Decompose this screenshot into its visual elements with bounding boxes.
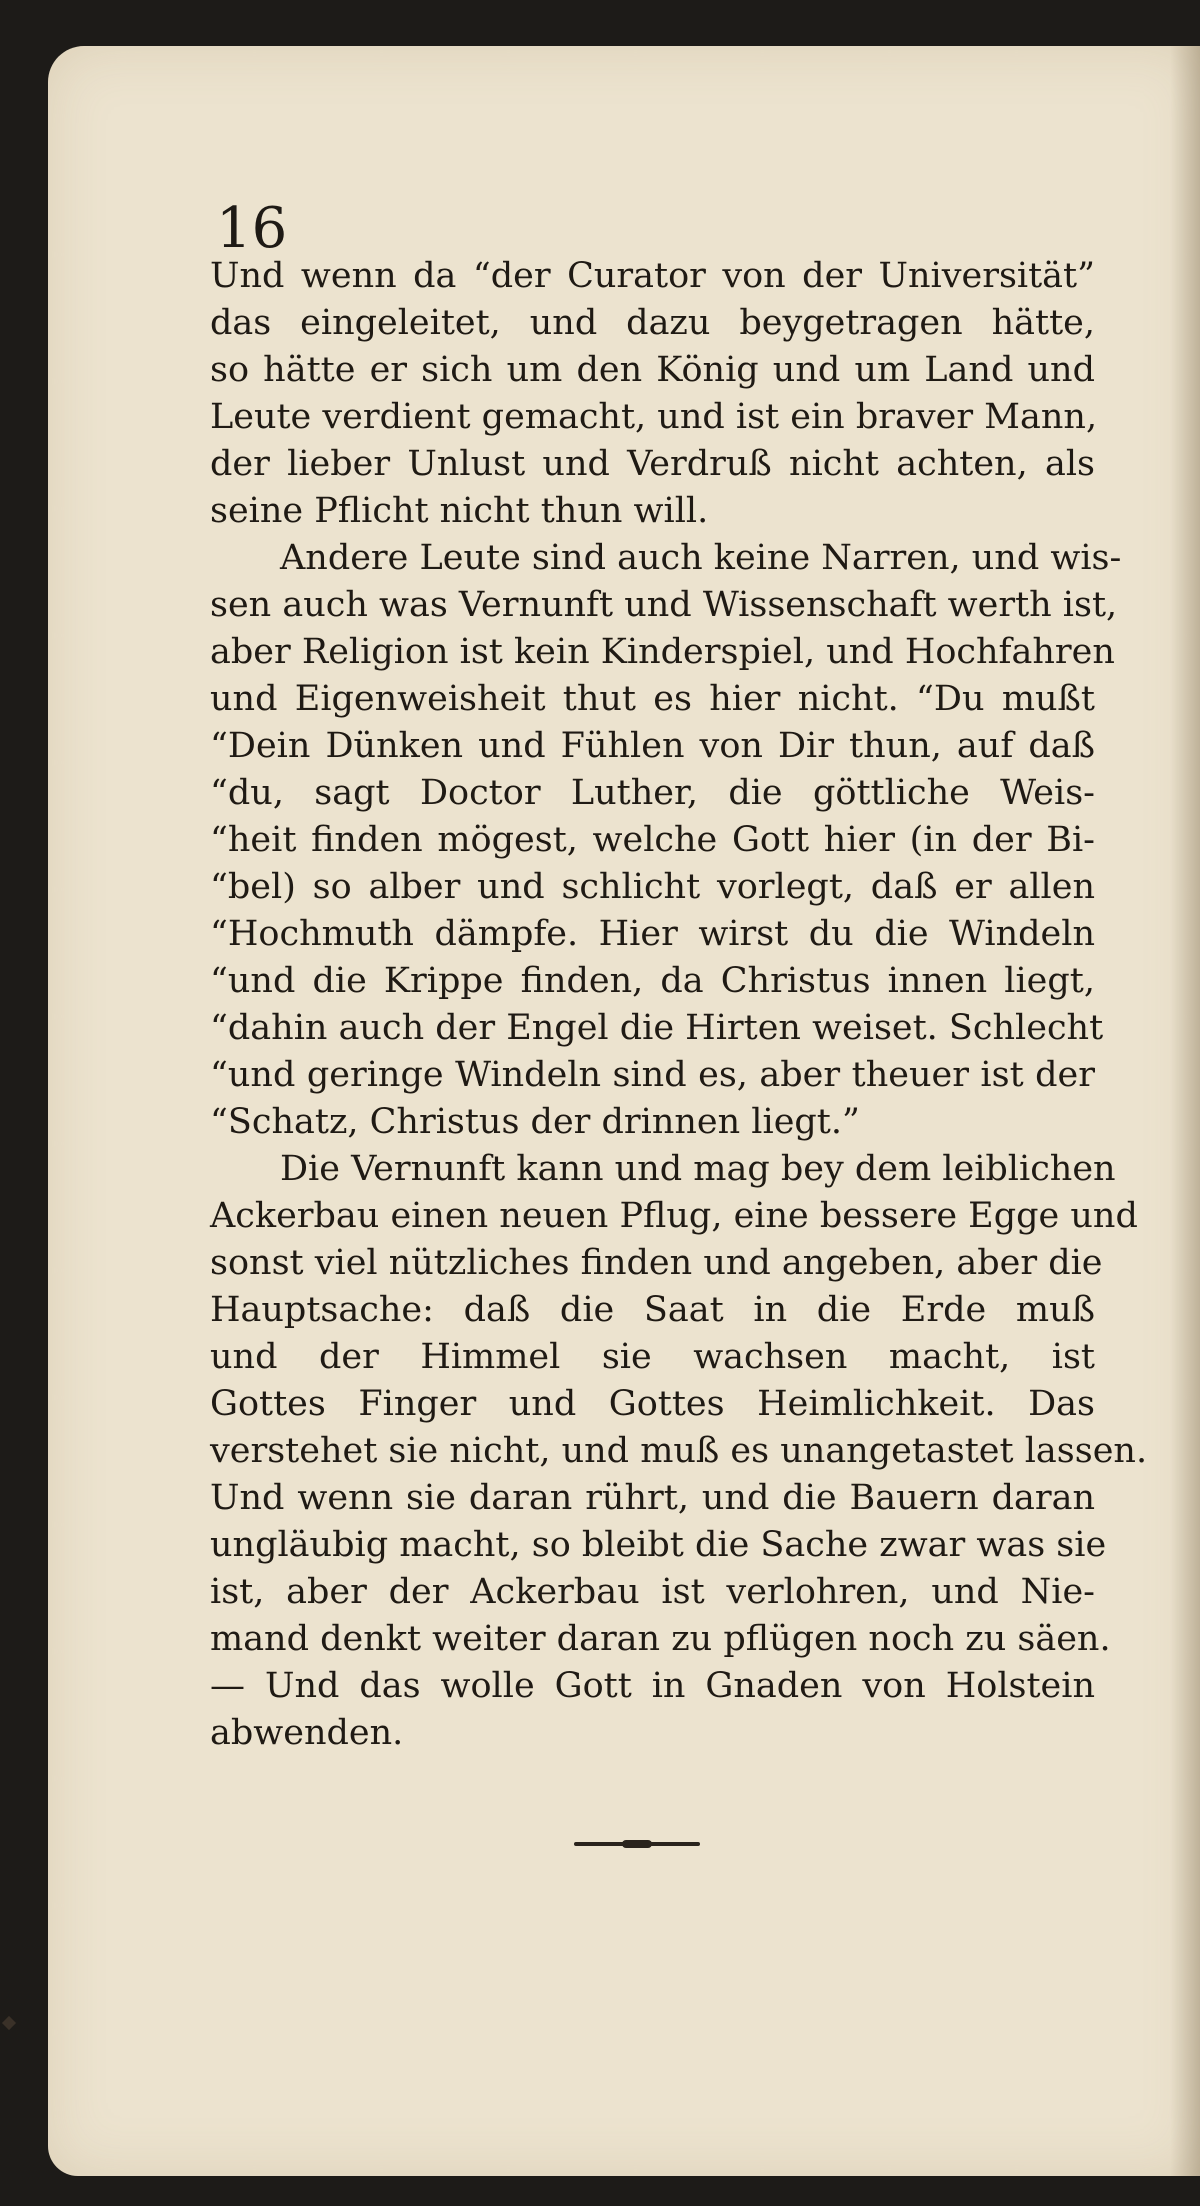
paragraph-end-line: “Schatz, Christus der drinnen liegt.” — [210, 1102, 860, 1142]
page-number: 16 — [216, 196, 288, 261]
quote-line: “heit finden mögest, welche Gott hier (in der Bi- — [210, 820, 1095, 860]
quote-line: “Dein Dünken und Fühlen von Dir thun, auf daß — [210, 726, 1095, 766]
paragraph-end-line: seine Pflicht nicht thun will. — [210, 491, 709, 531]
text-line: — Und das wolle Gott in Gnaden von Holstein — [210, 1666, 1095, 1706]
text-line: Gottes Finger und Gottes Heimlichkeit. Das — [210, 1384, 1095, 1424]
quote-line: “Hochmuth dämpfe. Hier wirst du die Windeln — [210, 914, 1095, 954]
text-line: der lieber Unlust und Verdruß nicht achten, als — [210, 444, 1095, 484]
text-line: ungläubig macht, so bleibt die Sache zwar was sie — [210, 1525, 1107, 1565]
body-text — [210, 253, 1148, 1757]
text-line: und Eigenweisheit thut es hier nicht. “Du mußt — [210, 679, 1095, 719]
text-line: aber Religion ist kein Kinderspiel, und Hochfahren — [210, 632, 1115, 672]
text-line: verstehet sie nicht, und muß es unangetastet lassen. — [210, 1431, 1148, 1471]
quote-line: “du, sagt Doctor Luther, die göttliche Weis- — [210, 773, 1095, 813]
quote-line: “und die Krippe finden, da Christus innen liegt, — [210, 961, 1095, 1001]
text-line: Hauptsache: daß die Saat in die Erde muß — [210, 1290, 1095, 1330]
page-gutter-shadow — [1170, 46, 1200, 2176]
text-line: Und wenn da “der Curator von der Universität” — [210, 256, 1095, 296]
quote-line: “bel) so alber und schlicht vorlegt, daß er allen — [210, 867, 1095, 907]
text-line: so hätte er sich um den König und um Land und — [210, 350, 1095, 390]
text-line: das eingeleitet, und dazu beygetragen hätte, — [210, 303, 1095, 343]
text-line: mand denkt weiter daran zu pflügen noch zu säen. — [210, 1619, 1111, 1659]
margin-mark — [2, 2016, 16, 2030]
text-line: ist, aber der Ackerbau ist verlohren, und Nie- — [210, 1572, 1095, 1612]
text-line: und der Himmel sie wachsen macht, ist — [210, 1337, 1095, 1377]
text-line: Und wenn sie daran rührt, und die Bauern daran — [210, 1478, 1095, 1518]
text-line: sonst viel nützliches finden und angeben, aber die — [210, 1243, 1103, 1283]
ornamental-rule — [574, 1842, 700, 1846]
paragraph-start-line: Die Vernunft kann und mag bey dem leiblichen — [280, 1149, 1116, 1189]
quote-line: “und geringe Windeln sind es, aber theuer ist der — [210, 1055, 1095, 1095]
paragraph-start-line: Andere Leute sind auch keine Narren, und wis- — [280, 538, 1122, 578]
text-line: sen auch was Vernunft und Wissenschaft werth ist, — [210, 585, 1118, 625]
book-page — [48, 46, 1200, 2176]
text-line: Leute verdient gemacht, und ist ein braver Mann, — [210, 397, 1098, 437]
text-line: Ackerbau einen neuen Pflug, eine bessere Egge und — [210, 1196, 1138, 1236]
quote-line: “dahin auch der Engel die Hirten weiset. Schlecht — [210, 1008, 1104, 1048]
paragraph-end-line: abwenden. — [210, 1713, 404, 1753]
